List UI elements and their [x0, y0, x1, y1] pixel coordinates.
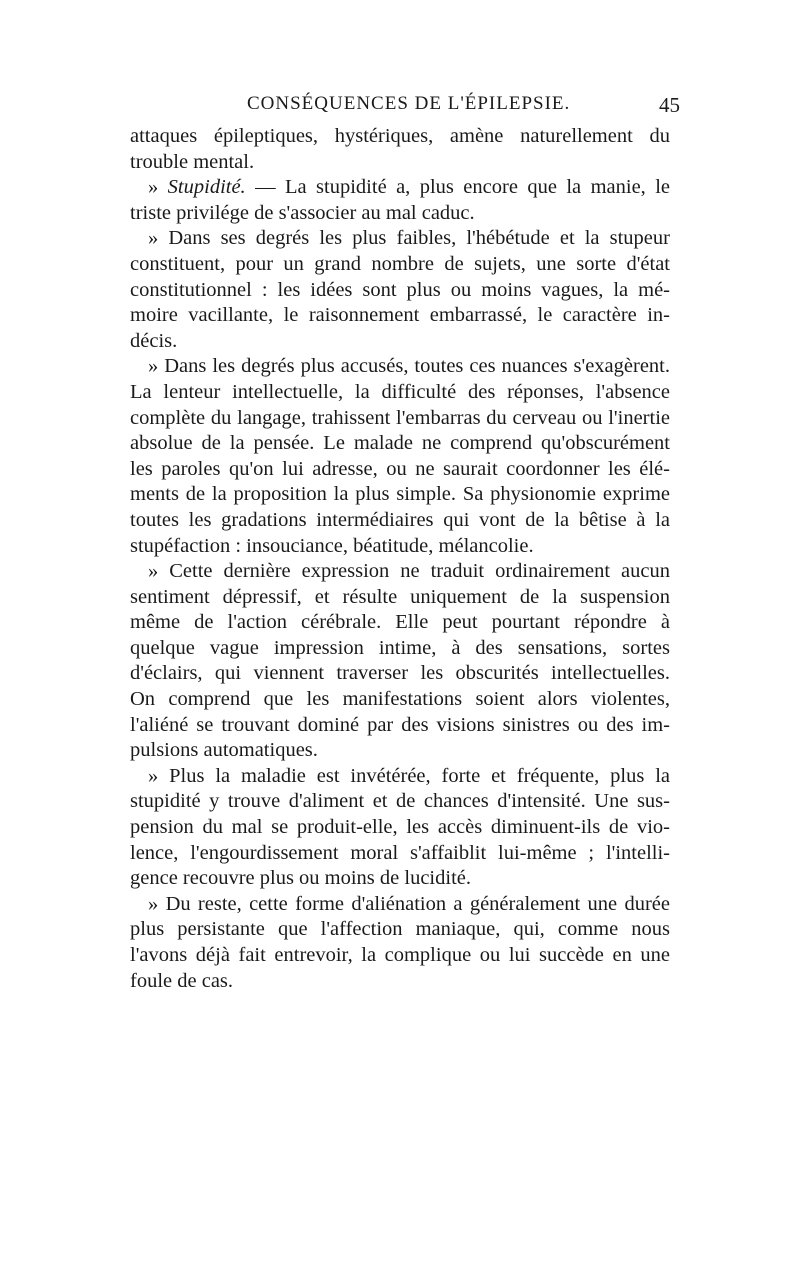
text-line: stupidité y trouve d'aliment et de chances d'intensité. Une sus-	[130, 790, 670, 813]
text-line: absolue de la pensée. Le malade ne comprend qu'obscurément	[130, 432, 670, 455]
text-line: gence recouvre plus ou moins de lucidité.	[130, 867, 471, 890]
text-line: La lenteur intellectuelle, la difficulté des réponses, l'absence	[130, 380, 670, 403]
text-line: » Dans ses degrés les plus faibles, l'hébétude et la stupeur	[148, 227, 670, 250]
running-title: CONSÉQUENCES DE L'ÉPILEPSIE.	[247, 93, 571, 114]
paragraph-mark: »	[148, 176, 168, 199]
text-line: trouble mental.	[130, 150, 255, 173]
text-line: foule de cas.	[130, 969, 234, 992]
text-line: les paroles qu'on lui adresse, ou ne saurait coordonner les élé-	[130, 457, 670, 480]
text-line: moire vacillante, le raisonnement embarrassé, le caractère in-	[130, 304, 670, 327]
text-line: constitutionnel : les idées sont plus ou moins vagues, la mé-	[130, 278, 670, 301]
text-line: lence, l'engourdissement moral s'affaiblit lui-même ; l'intelli-	[130, 841, 670, 864]
text-line: l'aliéné se trouvant dominé par des visions sinistres ou des im-	[130, 713, 670, 736]
text-line: l'avons déjà fait entrevoir, la complique ou lui succède en une	[130, 944, 670, 966]
text-line: » Plus la maladie est invétérée, forte et fréquente, plus la	[148, 764, 670, 787]
text-line: » Dans les degrés plus accusés, toutes ces nuances s'exagèrent.	[148, 355, 670, 378]
page-header	[125, 93, 680, 123]
text-line: quelque vague impression intime, à des sensations, sortes	[130, 636, 670, 659]
text-line: constituent, pour un grand nombre de sujets, une sorte d'état	[130, 252, 670, 275]
text-line: attaques épileptiques, hystériques, amène naturellement du	[130, 125, 670, 147]
text-line: On comprend que les manifestations soient alors violentes,	[130, 688, 670, 711]
text-line: triste privilége de s'associer au mal caduc.	[130, 201, 475, 224]
text-line: même de l'action cérébrale. Elle peut pourtant répondre à	[130, 611, 670, 634]
text-line: » Du reste, cette forme d'aliénation a généralement une durée	[148, 892, 670, 915]
page-number: 45	[659, 93, 680, 117]
section-title-stupidite: Stupidité.	[167, 176, 246, 199]
text-line: pension du mal se produit-elle, les accès diminuent-ils de vio-	[130, 816, 670, 839]
text-line: ments de la proposition la plus simple. Sa physionomie exprime	[130, 483, 670, 506]
text-line: complète du langage, trahissent l'embarras du cerveau ou l'inertie	[130, 406, 670, 429]
text-line: sentiment dépressif, et résulte uniquement de la suspension	[130, 585, 670, 608]
text-line: stupéfaction : insouciance, béatitude, mélancolie.	[130, 534, 534, 557]
text-line-rest: — La stupidité a, plus encore que la manie, le	[245, 176, 671, 199]
text-line: d'éclairs, qui viennent traverser les obscurités intellectuelles.	[130, 662, 670, 685]
text-line: décis.	[130, 329, 178, 352]
text-line: toutes les gradations intermédiaires qui vont de la bêtise à la	[130, 508, 670, 531]
text-line: plus persistante que l'affection maniaque, qui, comme nous	[130, 918, 670, 941]
text-line: » Cette dernière expression ne traduit ordinairement aucun	[148, 560, 670, 583]
text-line: pulsions automatiques.	[130, 739, 318, 762]
text-line-stupidite	[130, 175, 670, 201]
body-text	[130, 124, 670, 994]
